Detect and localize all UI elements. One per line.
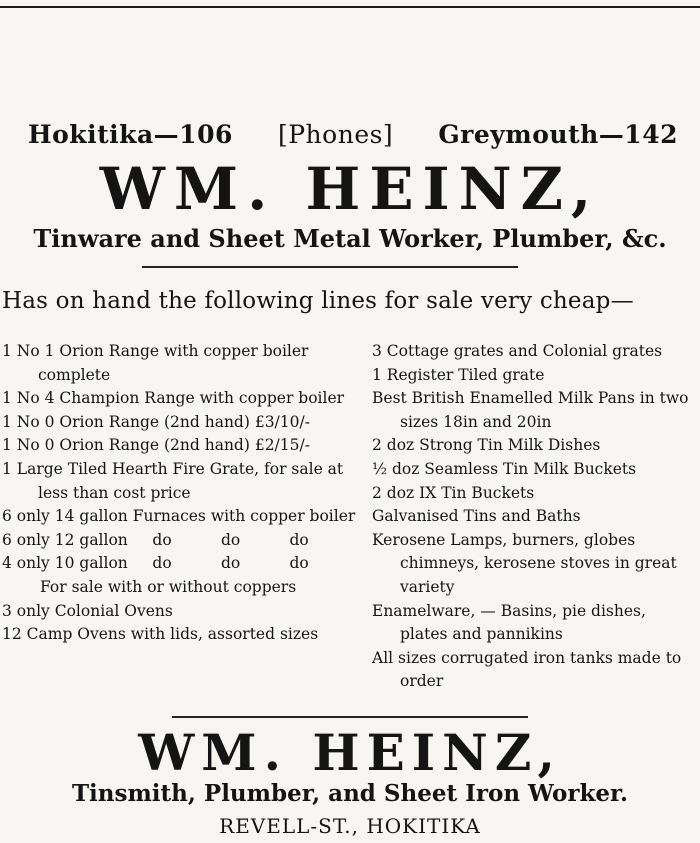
phone-greymouth: Greymouth—142	[438, 120, 678, 149]
list-item: 6 only 12 gallon do do do	[2, 530, 309, 549]
footer-trade-description: Tinsmith, Plumber, and Sheet Iron Worker.	[71, 780, 629, 807]
list-item: 2 doz IX Tin Buckets	[372, 483, 535, 502]
list-item: Enamelware, — Basins, pie dishes, plates and pannikins	[372, 601, 646, 644]
list-item: 1 No 0 Orion Range (2nd hand) £2/15/-	[2, 436, 310, 455]
list-item: 3 Cottage grates and Colonial grates	[372, 342, 663, 360]
list-item: Best British Enamelled Milk Pans in two sizes 18in and 20in	[372, 389, 689, 431]
list-item: 12 Camp Ovens with lids, assorted sizes	[2, 625, 319, 644]
list-item: 1 Large Tiled Hearth Fire Grate, for sale at less than cost price	[2, 459, 344, 502]
divider-rule	[142, 266, 518, 268]
intro-line: Has on hand the following lines for sale very cheap—	[2, 288, 634, 314]
top-border-rule	[0, 6, 700, 8]
phone-numbers-line	[28, 120, 678, 149]
divider-rule	[172, 716, 528, 718]
footer-business-name: WM. HEINZ,	[138, 723, 562, 782]
trade-description: Tinware and Sheet Metal Worker, Plumber, &c.	[33, 224, 667, 253]
phones-label: [Phones]	[277, 120, 394, 149]
business-name-heading: WM. HEINZ,	[99, 155, 601, 223]
copper-note: For sale with or without coppers	[40, 577, 297, 596]
list-item: 1 Register Tiled grate	[372, 365, 545, 384]
list-item: Kerosene Lamps, burners, globes chimneys, kerosene stoves in great variety	[372, 530, 677, 596]
right-stock-list	[372, 340, 698, 694]
left-stock-list	[2, 340, 362, 647]
list-item: ½ doz Seamless Tin Milk Buckets	[372, 459, 637, 478]
list-item: 6 only 14 gallon Furnaces with copper boiler	[2, 507, 356, 526]
list-item: 2 doz Strong Tin Milk Dishes	[372, 436, 601, 455]
list-item: 1 No 1 Orion Range with copper boiler complete	[2, 342, 309, 384]
address-line: REVELL-ST., HOKITIKA	[219, 814, 481, 838]
list-item: 4 only 10 gallon do do do	[2, 554, 309, 573]
list-item: 1 No 4 Champion Range with copper boiler	[2, 389, 345, 408]
list-item: Galvanised Tins and Baths	[372, 507, 581, 526]
list-item: All sizes corrugated iron tanks made to order	[372, 648, 682, 691]
phone-hokitika: Hokitika—106	[28, 120, 233, 149]
list-item: 1 No 0 Orion Range (2nd hand) £3/10/-	[2, 412, 310, 431]
list-item: 3 only Colonial Ovens	[2, 601, 173, 620]
